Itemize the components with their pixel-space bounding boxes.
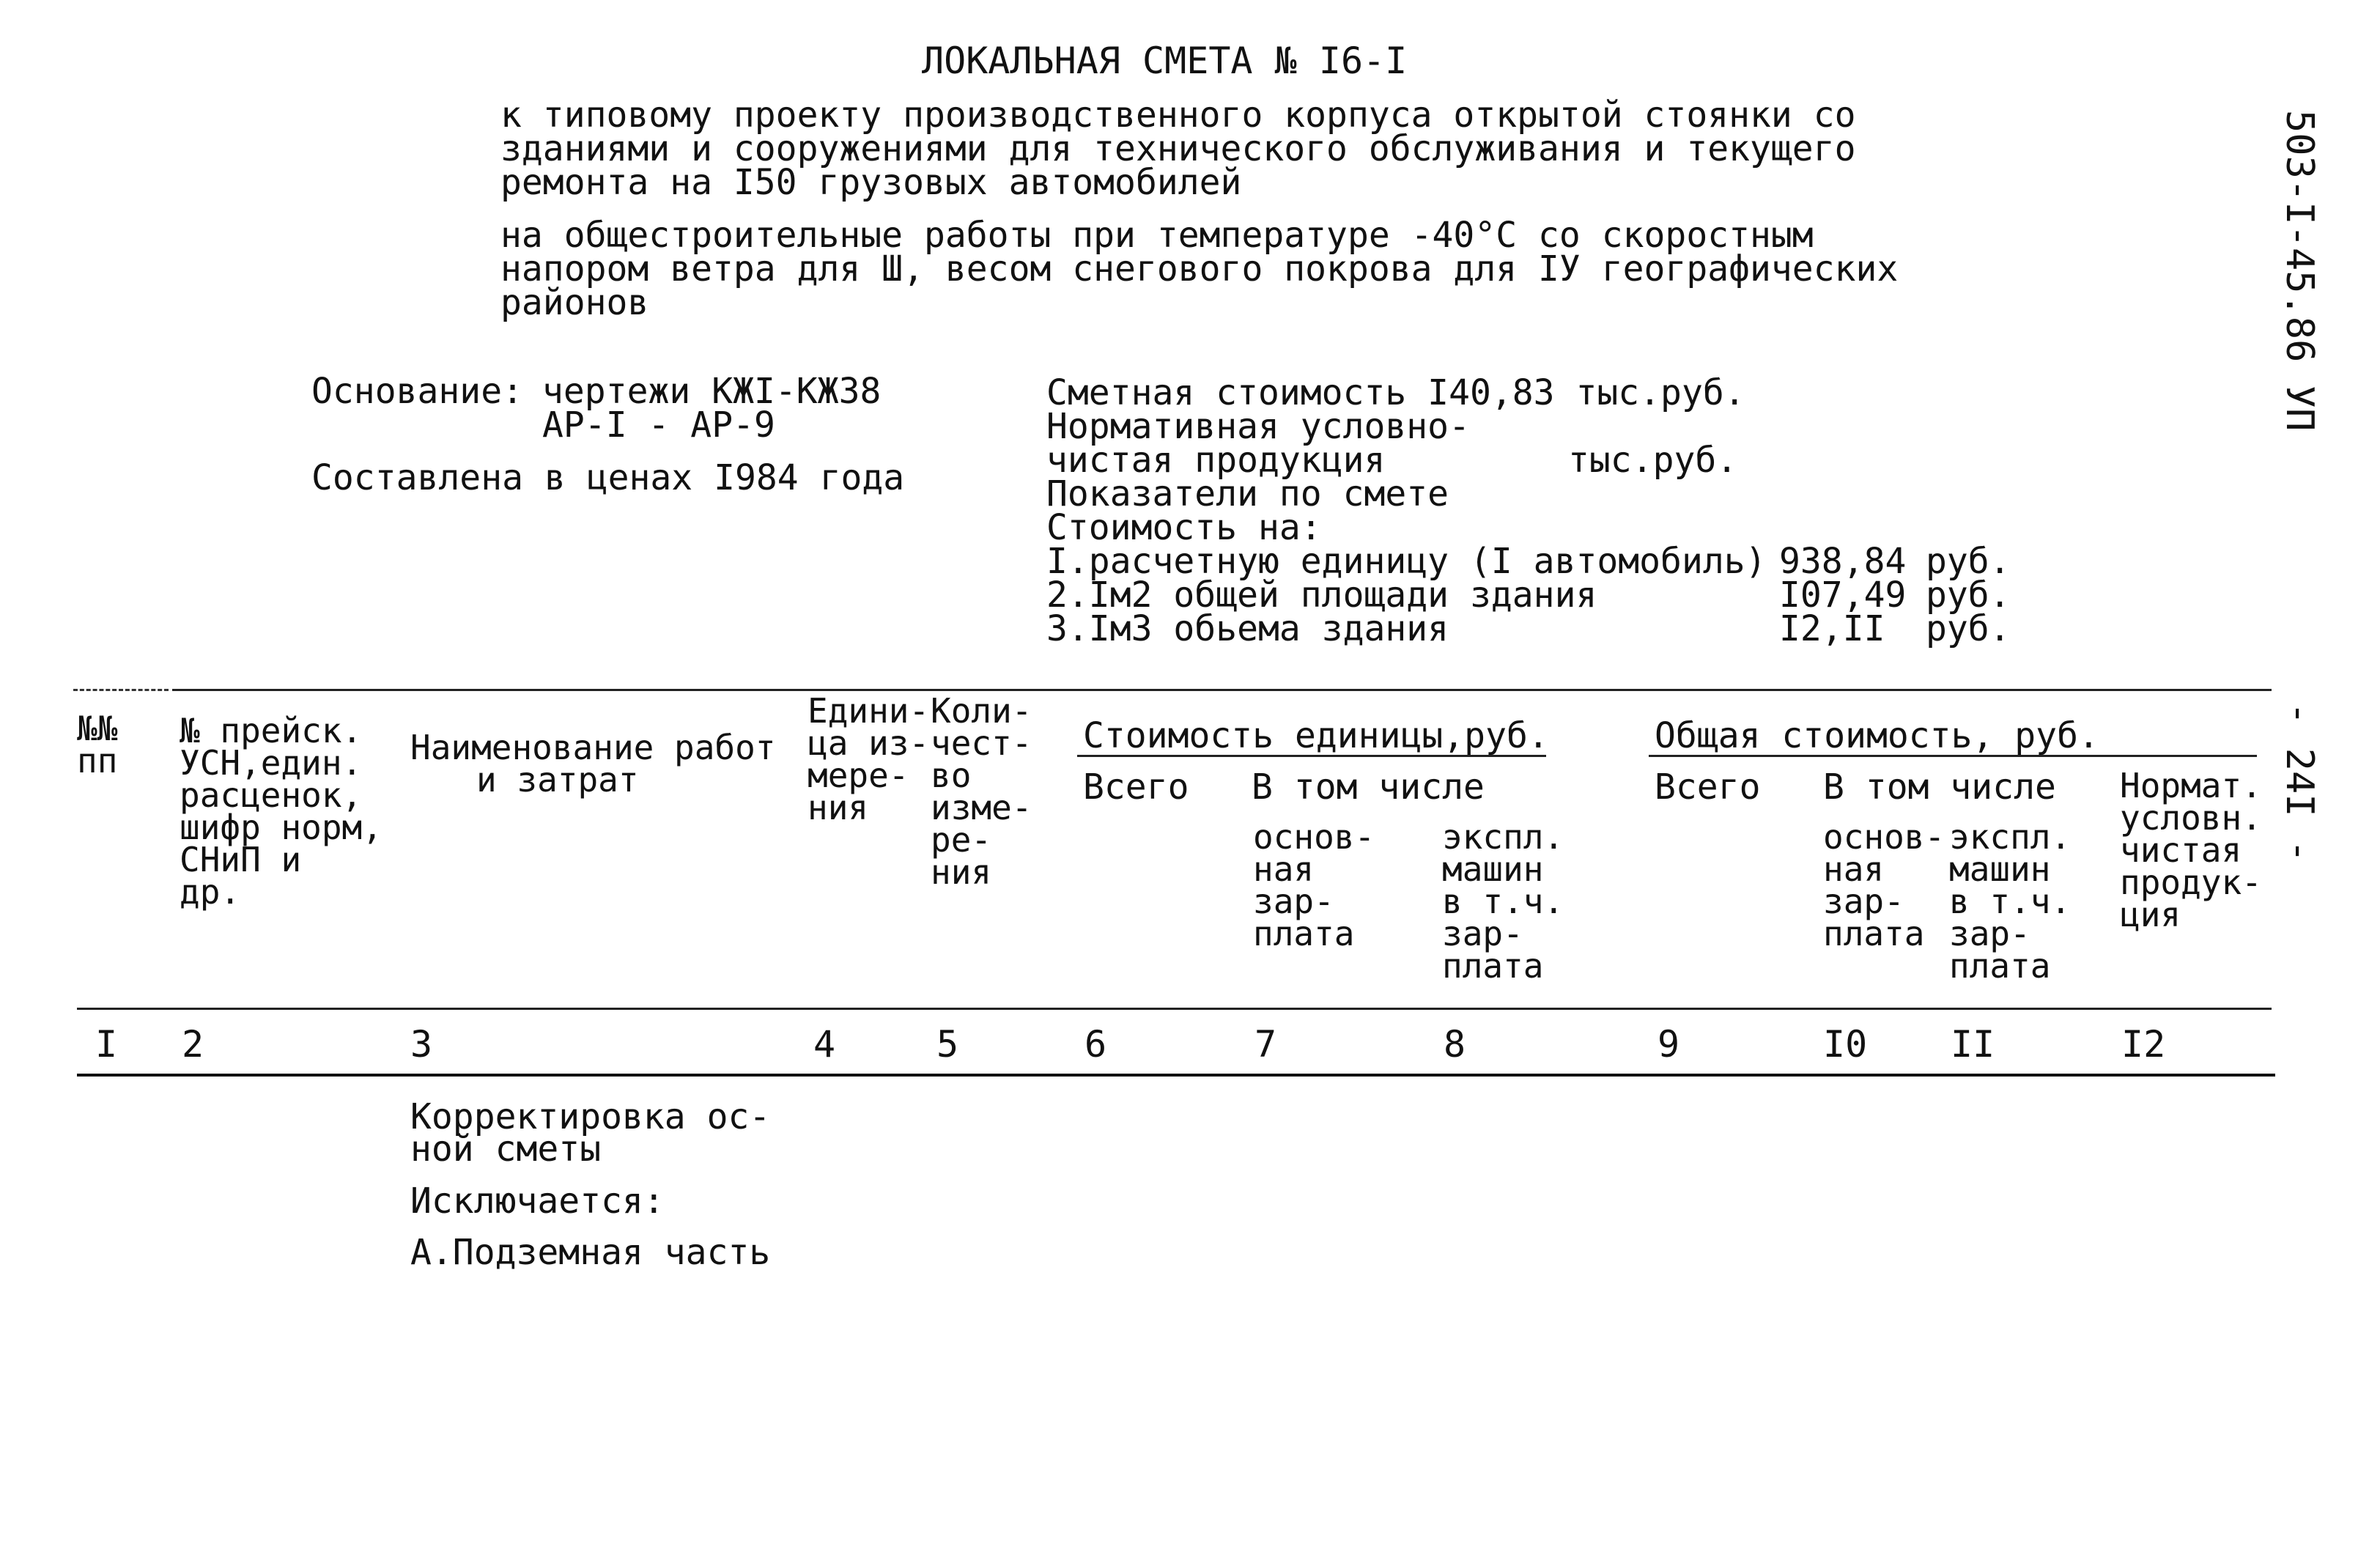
description-line: ремонта на I50 грузовых автомобилей (500, 162, 1242, 203)
basis-drawings-2: АР-I - АР-9 (542, 405, 775, 446)
column-number: 2 (182, 1023, 204, 1066)
header-incl-total: В том числе (1823, 767, 2056, 808)
column-number: 8 (1444, 1023, 1466, 1066)
column-number: I2 (2121, 1023, 2166, 1066)
estimated-cost: Сметная стоимость I40,83 тыс.руб. (1046, 372, 1745, 413)
column-number: II (1951, 1023, 1995, 1066)
column-number: 3 (410, 1023, 433, 1066)
header-col-2: № прейск. УСН,един. расценок, шифр норм, СНиП и др. (180, 711, 382, 912)
excluded-label: Исключается: (410, 1181, 665, 1222)
basis-label: Основание: (311, 371, 523, 412)
header-incl-unit: В том числе (1252, 767, 1485, 808)
indicator-value: I2,II (1779, 608, 1885, 649)
header-bottom-rule (77, 1008, 2272, 1010)
column-number: 7 (1254, 1023, 1277, 1066)
header-col-10: основ- ная зар- плата (1823, 817, 1945, 953)
indicator-value: I07,49 (1779, 575, 1907, 616)
side-code: 503-I-45.86 УП (2277, 110, 2321, 432)
normative-line-1: Нормативная условно- (1046, 406, 1470, 447)
normative-unit: тыс.руб. (1568, 440, 1738, 481)
column-number: 5 (936, 1023, 959, 1066)
numbers-bottom-rule (77, 1074, 2275, 1077)
column-number: I (95, 1023, 118, 1066)
description-line: зданиями и сооружениями для технического обслуживания и текущего (500, 128, 1856, 169)
basis-drawings-1: чертежи КЖI-КЖ38 (542, 371, 882, 412)
indicator-label: I.расчетную единицу (I автомобиль) (1046, 541, 1767, 582)
indicator-label: 2.Iм2 общей площади здания (1046, 575, 1597, 616)
normative-line-2: чистая продукция (1046, 440, 1386, 481)
project-description (500, 95, 1856, 203)
header-col-8: экспл. машин в т.ч. зар- плата (1442, 817, 1564, 986)
correction-line-2: ной сметы (410, 1129, 602, 1170)
header-col-12: Нормат. условн. чистая продук- ция (2120, 766, 2262, 934)
header-total-cost: Общая стоимость, руб. (1655, 715, 2099, 756)
header-col-9: Всего (1655, 767, 1761, 808)
table-top-rule (172, 689, 2272, 691)
scope-line: на общестроительные работы при температуре -40°С со скоростным (500, 215, 1814, 256)
scope-description (500, 215, 1899, 323)
description-line: к типовому проекту производственного корпуса открытой стоянки со (500, 95, 1856, 136)
header-col-11: экспл. машин в т.ч. зар- плата (1949, 817, 2072, 986)
page-number: - 24I - (2277, 702, 2321, 863)
section-a-title: А.Подземная часть (410, 1232, 771, 1273)
correction-line-1: Корректировка ос- (410, 1096, 771, 1137)
scope-line: напором ветра для Ш, весом снегового покрова для IУ географических (500, 248, 1899, 289)
document-title: ЛОКАЛЬНАЯ СМЕТА № I6-I (922, 40, 1408, 82)
column-number: 4 (813, 1023, 836, 1066)
header-col-4: Едини- ца из- мере- ния (808, 691, 930, 827)
header-col-3: Наименование работ и затрат (410, 728, 776, 800)
header-col-6: Всего (1083, 767, 1189, 808)
indicator-unit: руб. (1926, 608, 2011, 649)
indicator-label: 3.Iм3 обьема здания (1046, 608, 1449, 649)
scope-line: районов (500, 282, 649, 323)
column-number: 9 (1658, 1023, 1680, 1066)
header-col-1: №№ пп (77, 709, 118, 780)
basis-prices: Составлена в ценах I984 года (311, 457, 905, 498)
indicator-unit: руб. (1926, 575, 2011, 616)
column-number: 6 (1084, 1023, 1107, 1066)
table-top-rule-dashed (73, 689, 169, 691)
indicators-heading: Показатели по смете (1046, 473, 1449, 514)
column-number: I0 (1823, 1023, 1868, 1066)
cost-per-heading: Стоимость на: (1046, 507, 1322, 548)
indicator-value: 938,84 (1779, 541, 1907, 582)
header-unit-cost: Стоимость единицы,руб. (1083, 715, 1549, 756)
header-col-7: основ- ная зар- плата (1253, 817, 1375, 953)
indicator-unit: руб. (1926, 541, 2011, 582)
header-col-5: Коли- чест- во изме- ре- ния (931, 691, 1032, 892)
